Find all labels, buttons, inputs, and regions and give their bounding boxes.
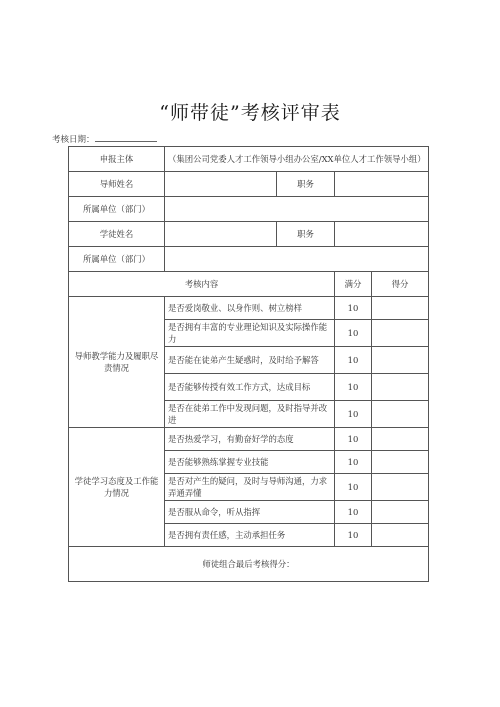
criterion-score-field[interactable] — [372, 524, 429, 547]
criterion-full-score: 10 — [335, 451, 372, 474]
criterion-text: 是否能够熟练掌握专业技能 — [165, 451, 335, 474]
criterion-full-score: 10 — [335, 347, 372, 374]
apprentice-position-label: 职务 — [277, 222, 335, 247]
criterion-full-score: 10 — [335, 374, 372, 401]
final-score-label: 师徒组合最后考核得分： — [202, 559, 295, 569]
row-header — [69, 272, 429, 297]
header-content: 考核内容 — [69, 272, 335, 297]
criterion-score-field[interactable] — [372, 451, 429, 474]
criterion-text: 是否拥有责任感，主动承担任务 — [165, 524, 335, 547]
group1-label: 导师教学能力及履职尽责情况 — [69, 297, 165, 428]
table-row — [69, 297, 429, 320]
criterion-score-field[interactable] — [372, 474, 429, 501]
mentor-unit-field[interactable] — [165, 197, 429, 222]
apprentice-unit-label: 所属单位（部门） — [69, 247, 165, 272]
criterion-full-score: 10 — [335, 474, 372, 501]
row-mentor-name — [69, 172, 429, 197]
criterion-text: 是否在徒弟工作中发现问题，及时指导并改进 — [165, 401, 335, 428]
criterion-score-field[interactable] — [372, 297, 429, 320]
criterion-full-score: 10 — [335, 320, 372, 347]
criterion-full-score: 10 — [335, 428, 372, 451]
mentor-position-field[interactable] — [335, 172, 429, 197]
criterion-full-score: 10 — [335, 501, 372, 524]
mentor-name-field[interactable] — [165, 172, 277, 197]
criterion-text: 是否爱岗敬业、以身作则、树立榜样 — [165, 297, 335, 320]
criterion-full-score: 10 — [335, 401, 372, 428]
applicant-label: 申报主体 — [69, 147, 165, 172]
assessment-date-line — [52, 133, 157, 145]
page-title: “师带徒”考核评审表 — [159, 102, 341, 124]
criterion-full-score: 10 — [335, 524, 372, 547]
criterion-text: 是否服从命令，听从指挥 — [165, 501, 335, 524]
table-row — [69, 428, 429, 451]
assessment-date-field[interactable] — [95, 133, 157, 142]
group2-label: 学徒学习态度及工作能力情况 — [69, 428, 165, 547]
apprentice-position-field[interactable] — [335, 222, 429, 247]
row-apprentice-name — [69, 222, 429, 247]
apprentice-name-field[interactable] — [165, 222, 277, 247]
applicant-value[interactable]: （集团公司党委人才工作领导小组办公室/XX单位人才工作领导小组） — [165, 147, 429, 172]
final-score-field[interactable] — [69, 547, 429, 582]
mentor-name-label: 导师姓名 — [69, 172, 165, 197]
criterion-text: 是否拥有丰富的专业理论知识及实际操作能力 — [165, 320, 335, 347]
apprentice-name-label: 学徒姓名 — [69, 222, 165, 247]
criterion-text: 是否热爱学习，有勤奋好学的态度 — [165, 428, 335, 451]
row-final-score — [69, 547, 429, 582]
mentor-unit-label: 所属单位（部门） — [69, 197, 165, 222]
assessment-date-label: 考核日期： — [52, 135, 95, 145]
row-apprentice-unit — [69, 247, 429, 272]
criterion-full-score: 10 — [335, 297, 372, 320]
row-mentor-unit — [69, 197, 429, 222]
header-score: 得分 — [372, 272, 429, 297]
criterion-text: 是否能在徒弟产生疑惑时，及时给予解答 — [165, 347, 335, 374]
criterion-text: 是否能够传授有效工作方式，达成目标 — [165, 374, 335, 401]
criterion-score-field[interactable] — [372, 347, 429, 374]
criterion-score-field[interactable] — [372, 501, 429, 524]
row-applicant — [69, 147, 429, 172]
criterion-text: 是否对产生的疑问，及时与导师沟通，力求弄通弄懂 — [165, 474, 335, 501]
mentor-position-label: 职务 — [277, 172, 335, 197]
header-full-score: 满分 — [335, 272, 372, 297]
criterion-score-field[interactable] — [372, 428, 429, 451]
criterion-score-field[interactable] — [372, 320, 429, 347]
criterion-score-field[interactable] — [372, 374, 429, 401]
criterion-score-field[interactable] — [372, 401, 429, 428]
assessment-form-table — [68, 146, 429, 582]
apprentice-unit-field[interactable] — [165, 247, 429, 272]
